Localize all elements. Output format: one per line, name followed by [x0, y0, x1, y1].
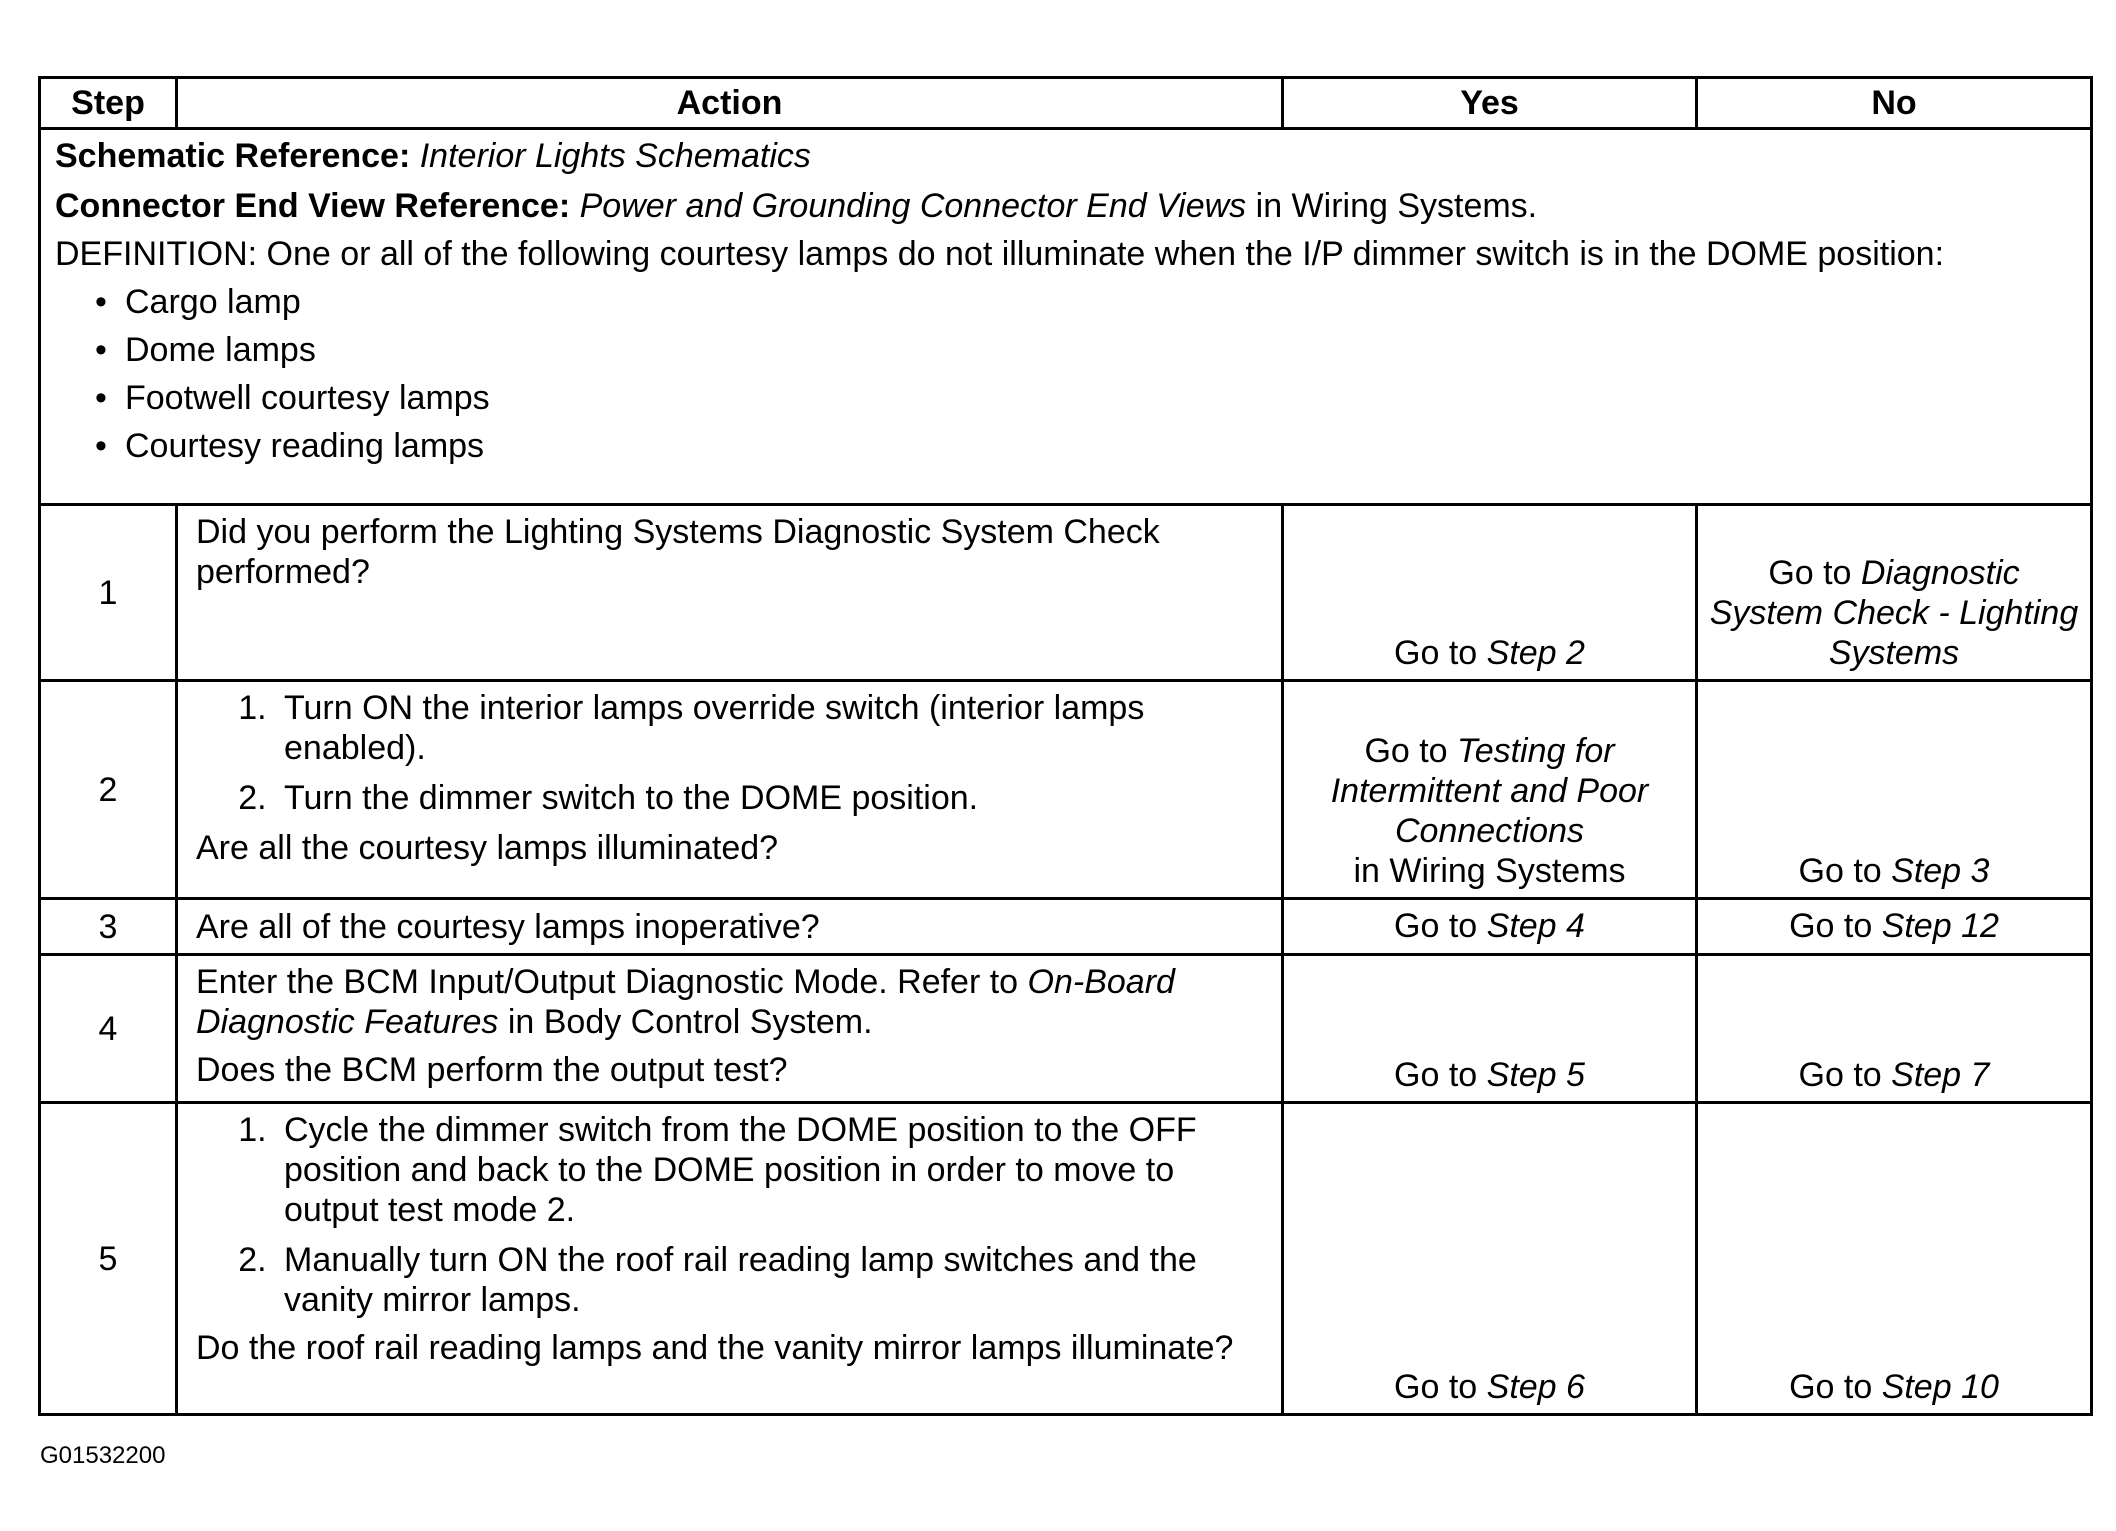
- schematic-reference: Schematic Reference: Interior Lights Schematics: [55, 137, 811, 175]
- action-step: 1. Cycle the dimmer switch from the DOME position to the OFF position and back to the DOME position in order to move to output test mode 2.: [276, 1110, 1263, 1230]
- action-steps: [196, 1110, 1263, 1320]
- lamp-item: • Courtesy reading lamps: [95, 426, 2076, 466]
- lamp-item: • Dome lamps: [95, 330, 2076, 370]
- table-row: [40, 899, 2092, 955]
- header-no: No: [1697, 78, 2092, 129]
- lamp-item: • Footwell courtesy lamps: [95, 378, 2076, 418]
- header-step: Step: [40, 78, 177, 129]
- action-cell: [177, 955, 1283, 1103]
- no-cell: Go to Step 12: [1697, 899, 2092, 955]
- no-cell: Go to Step 10: [1697, 1103, 2092, 1415]
- table-row: [40, 955, 2092, 1103]
- action-cell: [177, 681, 1283, 899]
- action-step: 1. Turn ON the interior lamps override switch (interior lamps enabled).: [276, 688, 1263, 768]
- lamp-item: • Cargo lamp: [95, 282, 2076, 322]
- figure-id: G01532200: [40, 1442, 166, 1469]
- step-number: 2: [40, 681, 177, 899]
- no-cell: Go to Diagnostic System Check - Lighting Systems: [1697, 505, 2092, 681]
- action-question: Does the BCM perform the output test?: [196, 1051, 788, 1089]
- action-cell: [177, 899, 1283, 955]
- action-step: 2. Manually turn ON the roof rail reading lamp switches and the vanity mirror lamps.: [276, 1240, 1263, 1320]
- table-row: [40, 681, 2092, 899]
- lamp-list: [55, 282, 2076, 466]
- action-cell: [177, 505, 1283, 681]
- connector-reference: Connector End View Reference: Power and Grounding Connector End Views in Wiring Systems.: [55, 187, 1538, 225]
- step-number: 5: [40, 1103, 177, 1415]
- step-number: 3: [40, 899, 177, 955]
- action-cell: [177, 1103, 1283, 1415]
- header-yes: Yes: [1283, 78, 1697, 129]
- action-question: Did you perform the Lighting Systems Diagnostic System Check performed?: [196, 513, 1160, 591]
- table-row: [40, 505, 2092, 681]
- action-question: Are all of the courtesy lamps inoperative?: [196, 907, 820, 946]
- header-row: [40, 78, 2092, 129]
- step-number: 4: [40, 955, 177, 1103]
- header-action: Action: [177, 78, 1283, 129]
- yes-cell: Go to Step 6: [1283, 1103, 1697, 1415]
- action-steps: [196, 688, 1263, 818]
- table-row: [40, 1103, 2092, 1415]
- reference-cell: [40, 129, 2092, 505]
- step-number: 1: [40, 505, 177, 681]
- action-question: Do the roof rail reading lamps and the vanity mirror lamps illuminate?: [196, 1329, 1234, 1367]
- action-text: Enter the BCM Input/Output Diagnostic Mode. Refer to On-Board Diagnostic Features in Body Control System.: [196, 963, 1175, 1041]
- no-cell: Go to Step 7: [1697, 955, 2092, 1103]
- yes-cell: Go to Step 4: [1283, 899, 1697, 955]
- yes-cell: Go to Step 5: [1283, 955, 1697, 1103]
- action-step: 2. Turn the dimmer switch to the DOME position.: [276, 778, 1263, 818]
- definition: DEFINITION: One or all of the following courtesy lamps do not illuminate when the I/P dimmer switch is in the DOME position:: [55, 235, 1945, 273]
- diagnostic-table: [38, 76, 2093, 1416]
- yes-cell: Go to Step 2: [1283, 505, 1697, 681]
- action-question: Are all the courtesy lamps illuminated?: [196, 829, 779, 867]
- yes-cell: Go to Testing for Intermittent and Poor Connections in Wiring Systems: [1283, 681, 1697, 899]
- reference-row: [40, 129, 2092, 505]
- no-cell: Go to Step 3: [1697, 681, 2092, 899]
